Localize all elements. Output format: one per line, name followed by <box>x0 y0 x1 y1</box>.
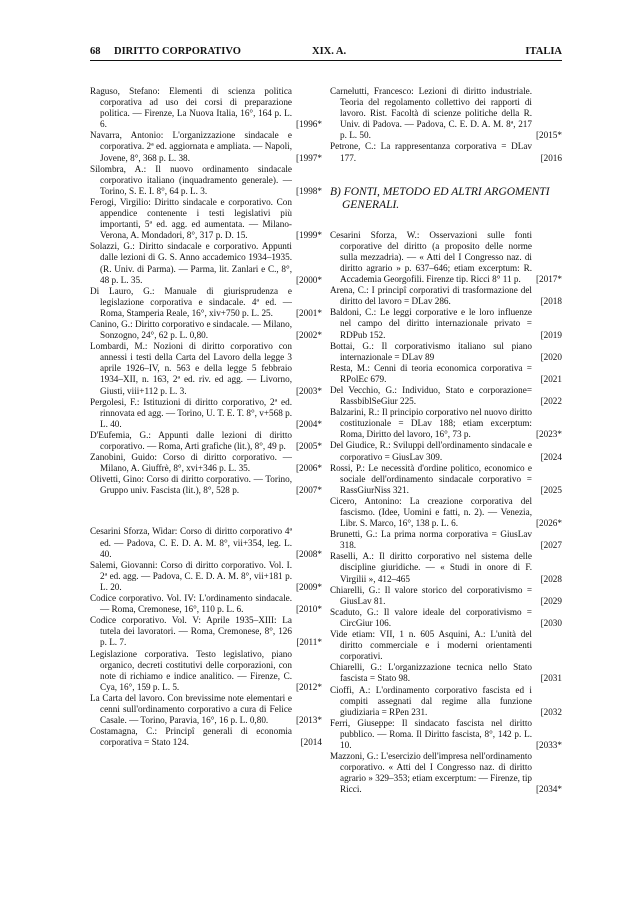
bibliography-entry <box>330 629 562 662</box>
entry-number: [2029 <box>540 595 562 606</box>
entry-number: [2009* <box>295 581 322 592</box>
bibliography-entry <box>90 560 322 593</box>
entry-number: [2011* <box>296 637 322 648</box>
entry-number: [2033* <box>535 739 562 750</box>
bibliography-entry <box>90 726 322 748</box>
bibliography-entry <box>90 241 322 285</box>
page-number: 68 <box>90 46 101 57</box>
entry-number: [2002* <box>295 330 322 341</box>
entry-text: Chiarelli, G.: Il valore storico del corporativismo = GiusLav 81. <box>330 584 532 606</box>
entry-text: Cesarini Sforza, Widar: Corso di diritto corporativo 4ª ed. — Padova, C. E. D. A. M. 8°, vii+354, leg. L. 40. <box>90 526 292 559</box>
running-header <box>90 44 562 61</box>
entry-text: Baldoni, C.: Le leggi corporative e le loro influenze nel campo del diritto internazionale privato = RDPub 152. <box>330 307 532 340</box>
entry-number: [2034* <box>535 784 562 795</box>
bibliography-entry <box>90 526 322 559</box>
bibliography-entry <box>330 341 562 363</box>
entry-text: Canino, G.: Diritto corporativo e sindacale. — Milano, Sonzogno, 24°, 62 p. L. 0,80. <box>90 318 292 341</box>
entry-text: Olivetti, Gino: Corso di diritto corporativo. — Torino, Gruppo univ. Fascista (lit.), 8°, 528 p. <box>90 474 292 496</box>
entry-number: [2028 <box>540 573 562 584</box>
entry-number: [2027 <box>540 540 562 551</box>
entry-group-2 <box>330 230 562 796</box>
entry-text: Arena, C.: I principî corporativi di trasformazione del diritto del lavoro = DLav 286. <box>330 285 532 307</box>
entry-number: [2013* <box>295 715 322 726</box>
entry-number: [2026* <box>535 518 562 529</box>
entry-number: [1999* <box>295 230 322 241</box>
entry-group-2 <box>90 526 322 748</box>
column-gap <box>90 496 322 526</box>
entry-number: [2025 <box>540 484 562 495</box>
bibliography-entry <box>330 496 562 529</box>
entry-text: Vide etiam: VII, 1 n. 605 Asquini, A.: L'unità del diritto commerciale e i moderni orientamenti corporativi. <box>330 629 532 662</box>
entry-text: Codice corporativo. Vol. V: Aprile 1935–XIII: La tutela dei lavoratori. — Roma, Cremonese, 8°, 126 p. L. 7. <box>90 615 292 648</box>
entry-number: [2014 <box>300 737 322 748</box>
entry-text: Pergolesi, F.: Istituzioni di diritto corporativo, 2ª ed. rinnovata ed agg. — Torino, U. T. E. T. 8°, v+568 p. L. 40. <box>90 396 292 429</box>
bibliography-entry <box>90 86 322 130</box>
entry-text: Legislazione corporativa. Testo legislativo, piano organico, decreti costitutivi delle corporazioni, con note di richiamo e indice analitico. — Firenze, C. Cya, 16°, 159 p. L. 5. <box>90 648 292 692</box>
entry-number: [2016 <box>540 152 562 163</box>
entry-text: Ferogi, Virgilio: Diritto sindacale e corporativo. Con appendice contenente i testi legislativi più importanti, 5ª ed. agg. ed aumentata. — Milano-Verona, A. Mondadori, 8°, 317 p. D. 15. <box>90 196 292 241</box>
entry-text: Raselli, A.: Il diritto corporativo nel sistema delle discipline giuridiche. — « Studi in onore di F. Virgilii », 412–465 <box>330 551 532 584</box>
bibliography-entry <box>90 693 322 726</box>
entry-text: Del Giudice, R.: Sviluppi dell'ordinamento sindacale e corporativo = GiusLav 309. <box>330 440 532 462</box>
bibliography-entry <box>90 452 322 474</box>
entry-text: Rossi, P.: Le necessità d'ordine politico, economico e sociale dell'ordinamento sindacale corporativo = RassGiurNiss 321. <box>330 462 532 495</box>
bibliography-entry <box>330 662 562 684</box>
entry-number: [2032 <box>540 706 562 717</box>
bibliography-entry <box>330 607 562 629</box>
entry-number: [2031 <box>540 673 562 684</box>
entry-text: Chiarelli, G.: L'organizzazione tecnica nello Stato fascista = Stato 98. <box>330 662 532 684</box>
entry-text: Cicero, Antonino: La creazione corporativa del fascismo. (Idee, Uomini e fatti, n. 2). — Venezia, Libr. S. Marco, 16°, 138 p. L. 6. <box>330 495 532 529</box>
entry-text: Balzarini, R.: Il principio corporativo nel nuovo diritto costituzionale = DLav 188; etiam excerptum: Roma, Diritto del lavoro, 16°, 73 p. <box>330 407 532 440</box>
entry-number: [2024 <box>540 451 562 462</box>
entry-text: Ferri, Giuseppe: Il sindacato fascista nel diritto pubblico. — Roma. Il Diritto fascista, 8°, 142 p. L. 10. <box>330 717 532 750</box>
entry-text: La Carta del lavoro. Con brevissime note elementari e cenni sull'ordinamento corporativo a cura di Felice Casale. — Torino, Paravia, 16°, 16 p. L. 0,80. <box>90 692 292 726</box>
header-country: ITALIA <box>525 46 562 57</box>
entry-number: [2001* <box>295 307 322 318</box>
entry-text: Cesarini Sforza, W.: Osservazioni sulle fonti corporative del diritto (a proposito delle norme sulla mezzadria). — « Atti del I Congresso naz. di diritto agrario » p. 637–646; etiam excerptum: R. Accademia Georgofili. Firenze tip. Ricci 8° 11 p. <box>330 229 532 285</box>
section-heading: B) FONTI, METODO ED ALTRI ARGOMENTI GENERALI. <box>330 185 550 211</box>
bibliography-entry <box>90 286 322 319</box>
header-title: DIRITTO CORPORATIVO <box>114 46 241 57</box>
bibliography-entry <box>90 474 322 496</box>
bibliography-entry <box>330 230 562 285</box>
bibliography-entry <box>330 363 562 385</box>
entry-text: Navarra, Antonio: L'organizzazione sindacale e corporativa. 2ª ed. aggiornata e ampliata. — Napoli, Jovene, 8°, 368 p. L. 38. <box>90 130 292 163</box>
entry-text: Silombra, A.: Il nuovo ordinamento sindacale corporativo italiano (inquadramento generale). — Torino, S. E. I. 8°, 64 p. L. 3. <box>90 163 292 196</box>
bibliography-entry <box>330 141 562 163</box>
entry-text: Resta, M.: Cenni di teoria economica corporativa = RPolEc 679. <box>330 362 532 384</box>
entry-number: [2022 <box>540 396 562 407</box>
entry-number: [1996* <box>295 119 322 130</box>
right-column <box>330 86 562 795</box>
bibliography-entry <box>330 86 562 141</box>
entry-text: Di Lauro, G.: Manuale di giurisprudenza e legislazione corporativa e sindacale. 4ª ed. — Roma, Stamperia Reale, 16°, xiv+750 p. L. 25. <box>90 285 292 318</box>
entry-text: Cioffi, A.: L'ordinamento corporativo fascista ed i compiti assegnati dal regime alla funzione giudiziaria = RPen 231. <box>330 684 532 717</box>
bibliography-entry <box>330 307 562 340</box>
entry-number: [2020 <box>540 351 562 362</box>
entry-number: [2007* <box>295 485 322 496</box>
entry-number: [2004* <box>295 418 322 429</box>
entry-number: [1998* <box>295 185 322 196</box>
bibliography-entry <box>330 585 562 607</box>
entry-number: [1997* <box>295 152 322 163</box>
entry-number: [2019 <box>540 329 562 340</box>
bibliography-entry <box>90 593 322 615</box>
bibliography-entry <box>330 463 562 496</box>
entry-text: Codice corporativo. Vol. IV: L'ordinamento sindacale. — Roma, Cremonese, 16°, 110 p. L. 6. <box>90 593 292 615</box>
bibliography-entry <box>330 440 562 462</box>
bibliography-entry <box>330 385 562 407</box>
bibliography-entry <box>90 430 322 452</box>
entry-text: Brunetti, G.: La prima norma corporativa = GiusLav 318. <box>330 529 532 551</box>
entry-number: [2018 <box>540 296 562 307</box>
entry-number: [2012* <box>295 681 322 692</box>
entry-number: [2030 <box>540 617 562 628</box>
bibliography-entry <box>90 197 322 241</box>
bibliography-entry <box>330 685 562 718</box>
entry-text: Zanobini, Guido: Corso di diritto corporativo. — Milano, A. Giuffrè, 8°, xvi+346 p. L. 35. <box>90 452 292 474</box>
entry-number: [2023* <box>535 429 562 440</box>
bibliography-entry <box>330 551 562 584</box>
entry-number: [2010* <box>295 604 322 615</box>
header-section: XIX. A. <box>312 46 347 57</box>
entry-text: D'Eufemia, G.: Appunti dalle lezioni di diritto corporativo. — Roma, Arti grafiche (lit.), 8°, 49 p. <box>90 429 292 451</box>
entry-text: Solazzi, G.: Diritto sindacale e corporativo. Appunti dalle lezioni di G. S. Anno accademico 1934–1935. (R. Univ. di Parma). — Parma, lit. Zanlari e C., 8°, 48 p. L. 35. <box>90 241 292 285</box>
entry-text: Carnelutti, Francesco: Lezioni di diritto industriale. Teoria del regolamento collettivo dei rapporti di lavoro. Rist. Facoltà di scienze politiche della R. Univ. di Padova. — Padova, C. E. D. A. M. 8ª, 217 p. L. 50. <box>330 86 532 141</box>
entry-number: [2021 <box>540 373 562 384</box>
bibliography-entry <box>90 341 322 396</box>
entry-text: Mazzoni, G.: L'esercizio dell'impresa nell'ordinamento corporativo. « Atti del I Congresso naz. di diritto agrario » 329–353; etiam excerptum: — Firenze, tip Ricci. <box>330 751 532 795</box>
bibliography-entry <box>330 751 562 795</box>
entry-text: Lombardi, M.: Nozioni di diritto corporativo con annessi i testi della Carta del Lavoro della legge 3 aprile 1926–IV, n. 563 e della legge 5 febbraio 1934–XII, n. 163, 2ª ed. riv. ed agg. — Livorno, Giusti, viii+112 p. L. 3. <box>90 341 292 396</box>
entry-text: Costamagna, C.: Principî generali di economia corporativa = Stato 124. <box>90 726 292 748</box>
entry-number: [2003* <box>295 385 322 396</box>
left-column <box>90 86 322 748</box>
bibliography-entry <box>90 130 322 163</box>
entry-number: [2017* <box>535 274 562 285</box>
bibliography-entry <box>330 285 562 307</box>
entry-text: Bottai, G.: Il corporativismo italiano sul piano internazionale = DLav 89 <box>330 340 532 362</box>
entry-text: Del Vecchio, G.: Individuo, Stato e corporazione= RassbiblSeGiur 225. <box>330 384 532 407</box>
entry-text: Raguso, Stefano: Elementi di scienza politica corporativa ad uso dei corsi di preparazione politica. — Firenze, La Nuova Italia, 16°, 164 p. L. 6. <box>90 86 292 130</box>
entry-group-1 <box>90 86 322 496</box>
bibliography-entry <box>330 718 562 751</box>
entry-number: [2008* <box>295 548 322 559</box>
entry-number: [2005* <box>295 441 322 451</box>
bibliography-entry <box>90 649 322 693</box>
bibliography-entry <box>90 397 322 430</box>
entry-text: Petrone, C.: La rappresentanza corporativa = DLav 177. <box>330 141 532 163</box>
entry-number: [2006* <box>295 463 322 474</box>
entry-number: [2000* <box>295 274 322 285</box>
entry-text: Salemi, Giovanni: Corso di diritto corporativo. Vol. I. 2ª ed. agg. — Padova, C. E. D. A. M. 8°, vii+181 p. L. 20. <box>90 559 292 592</box>
bibliography-entry <box>90 615 322 648</box>
bibliography-entry <box>90 319 322 341</box>
entry-number: [2015* <box>535 130 562 141</box>
entry-text: Scaduto, G.: Il valore ideale del corporativismo = CircGiur 106. <box>330 606 532 628</box>
bibliography-entry <box>330 407 562 440</box>
entry-group-1 <box>330 86 562 164</box>
bibliography-entry <box>90 164 322 197</box>
bibliography-entry <box>330 529 562 551</box>
